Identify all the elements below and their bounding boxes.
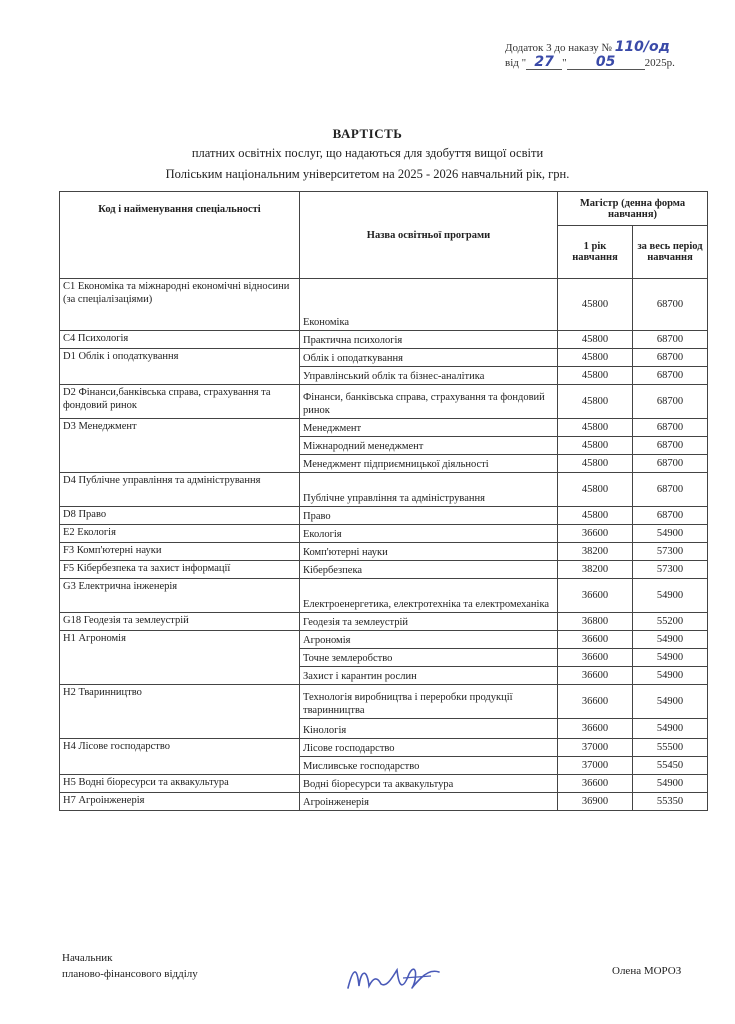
table-body [60, 279, 708, 811]
program-cell: Мисливське господарство [300, 757, 558, 775]
order-number: 110/од [614, 39, 670, 55]
annex-line2 [505, 55, 715, 70]
total-price-cell: 54900 [633, 525, 708, 543]
program-cell: Міжнародний менеджмент [300, 437, 558, 455]
annex-note [505, 40, 715, 70]
total-price-cell: 57300 [633, 543, 708, 561]
specialty-cell: С1 Економіка та міжнародні економічні відносини (за спеціалізаціями) [60, 279, 300, 331]
table-row [60, 279, 708, 331]
table-row [60, 349, 708, 367]
total-price-cell: 68700 [633, 279, 708, 331]
total-price-cell: 55500 [633, 739, 708, 757]
year1-price-cell: 36600 [558, 525, 633, 543]
table-row [60, 507, 708, 525]
annex-year: 2025р. [644, 57, 675, 69]
table-row [60, 631, 708, 649]
header-master: Магістр (денна форма навчання) [558, 192, 708, 226]
specialty-cell: Н5 Водні біоресурси та аквакультура [60, 775, 300, 793]
year1-price-cell: 37000 [558, 739, 633, 757]
specialty-cell: D3 Менеджмент [60, 419, 300, 473]
program-cell: Облік і оподаткування [300, 349, 558, 367]
table-row [60, 685, 708, 719]
annex-mid-quote: " [562, 57, 567, 69]
annex-month: 05 [567, 55, 645, 70]
total-price-cell: 68700 [633, 507, 708, 525]
table-row [60, 525, 708, 543]
total-price-cell: 54900 [633, 631, 708, 649]
year1-price-cell: 36900 [558, 793, 633, 811]
page-title: ВАРТІСТЬ [332, 126, 403, 141]
year1-price-cell: 45800 [558, 349, 633, 367]
year1-price-cell: 45800 [558, 437, 633, 455]
table-row [60, 473, 708, 507]
total-price-cell: 54900 [633, 685, 708, 719]
table-row [60, 579, 708, 613]
program-cell: Екологія [300, 525, 558, 543]
program-cell: Кінологія [300, 719, 558, 739]
specialty-cell: С4 Психологія [60, 331, 300, 349]
program-cell: Кібербезпека [300, 561, 558, 579]
total-price-cell: 57300 [633, 561, 708, 579]
year1-price-cell: 36600 [558, 579, 633, 613]
program-cell: Фінанси, банківська справа, страхування та фондовий ринок [300, 385, 558, 419]
year1-price-cell: 36800 [558, 613, 633, 631]
program-cell: Лісове господарство [300, 739, 558, 757]
specialty-cell: F3 Комп'ютерні науки [60, 543, 300, 561]
year1-price-cell: 36600 [558, 649, 633, 667]
year1-price-cell: 36600 [558, 685, 633, 719]
table-row [60, 739, 708, 757]
program-cell: Водні біоресурси та аквакультура [300, 775, 558, 793]
year1-price-cell: 38200 [558, 543, 633, 561]
year1-price-cell: 36600 [558, 667, 633, 685]
year1-price-cell: 45800 [558, 419, 633, 437]
footer-position [62, 950, 198, 982]
total-price-cell: 54900 [633, 719, 708, 739]
year1-price-cell: 45800 [558, 367, 633, 385]
specialty-cell: D2 Фінанси,банківська справа, страхування та фондовий ринок [60, 385, 300, 419]
table-row [60, 775, 708, 793]
total-price-cell: 54900 [633, 775, 708, 793]
program-cell: Агрономія [300, 631, 558, 649]
total-price-cell: 68700 [633, 385, 708, 419]
total-price-cell: 55350 [633, 793, 708, 811]
total-price-cell: 68700 [633, 349, 708, 367]
table-row [60, 543, 708, 561]
program-cell: Точне землеробство [300, 649, 558, 667]
year1-price-cell: 45800 [558, 385, 633, 419]
program-cell: Економіка [300, 279, 558, 331]
year1-price-cell: 45800 [558, 331, 633, 349]
year1-price-cell: 45800 [558, 507, 633, 525]
specialty-cell: Н4 Лісове господарство [60, 739, 300, 775]
program-cell: Менеджмент підприємницької діяльності [300, 455, 558, 473]
year1-price-cell: 36600 [558, 631, 633, 649]
annex-day: 27 [526, 55, 562, 70]
program-cell: Геодезія та землеустрій [300, 613, 558, 631]
year1-price-cell: 38200 [558, 561, 633, 579]
total-price-cell: 55450 [633, 757, 708, 775]
header-specialty: Код і найменування спеціальності [60, 192, 300, 279]
program-cell: Комп'ютерні науки [300, 543, 558, 561]
total-price-cell: 68700 [633, 437, 708, 455]
total-price-cell: 68700 [633, 367, 708, 385]
total-price-cell: 68700 [633, 473, 708, 507]
program-cell: Агроінженерія [300, 793, 558, 811]
total-price-cell: 68700 [633, 419, 708, 437]
program-cell: Захист і карантин рослин [300, 667, 558, 685]
header-year1: 1 рік навчання [558, 226, 633, 279]
table-row [60, 331, 708, 349]
program-cell: Технологія виробництва і переробки продукції тваринництва [300, 685, 558, 719]
program-cell: Публічне управління та адміністрування [300, 473, 558, 507]
page-subtitle-1: платних освітніх послуг, що надаються для здобуття вищої освіти [191, 146, 544, 160]
specialty-cell: G18 Геодезія та землеустрій [60, 613, 300, 631]
specialty-cell: G3 Електрична інженерія [60, 579, 300, 613]
year1-price-cell: 37000 [558, 757, 633, 775]
year1-price-cell: 45800 [558, 279, 633, 331]
annex-date-prefix: від " [505, 57, 527, 69]
total-price-cell: 68700 [633, 455, 708, 473]
tuition-table [59, 191, 708, 811]
header-program: Назва освітньої програми [300, 192, 558, 279]
header-total: за весь період навчання [633, 226, 708, 279]
program-cell: Електроенергетика, електротехніка та електромеханіка [300, 579, 558, 613]
specialty-cell: D4 Публічне управління та адміністрування [60, 473, 300, 507]
year1-price-cell: 45800 [558, 473, 633, 507]
specialty-cell: D8 Право [60, 507, 300, 525]
annex-line1 [505, 40, 715, 55]
specialty-cell: Н1 Агрономія [60, 631, 300, 685]
footer-signatory-name: Олена МОРОЗ [612, 965, 682, 977]
table-row [60, 561, 708, 579]
table-row [60, 385, 708, 419]
year1-price-cell: 45800 [558, 455, 633, 473]
program-cell: Практична психологія [300, 331, 558, 349]
table-row [60, 419, 708, 437]
annex-line1-text: Додаток 3 до наказу № [505, 42, 612, 54]
total-price-cell: 54900 [633, 579, 708, 613]
total-price-cell: 68700 [633, 331, 708, 349]
footer-position-line2: планово-фінансового відділу [62, 968, 198, 980]
signature-image [343, 958, 443, 998]
program-cell: Управлінський облік та бізнес-аналітика [300, 367, 558, 385]
year1-price-cell: 36600 [558, 719, 633, 739]
total-price-cell: 54900 [633, 649, 708, 667]
page-subtitle-2: Поліським національним університетом на 2025 - 2026 навчальний рік, грн. [165, 167, 570, 181]
specialty-cell: D1 Облік і оподаткування [60, 349, 300, 385]
program-cell: Право [300, 507, 558, 525]
program-cell: Менеджмент [300, 419, 558, 437]
year1-price-cell: 36600 [558, 775, 633, 793]
table-row [60, 793, 708, 811]
specialty-cell: Н2 Тваринництво [60, 685, 300, 739]
footer-position-line1: Начальник [62, 952, 113, 964]
total-price-cell: 54900 [633, 667, 708, 685]
total-price-cell: 55200 [633, 613, 708, 631]
specialty-cell: Н7 Агроінженерія [60, 793, 300, 811]
table-row [60, 613, 708, 631]
specialty-cell: F5 Кібербезпека та захист інформації [60, 561, 300, 579]
specialty-cell: Е2 Екологія [60, 525, 300, 543]
